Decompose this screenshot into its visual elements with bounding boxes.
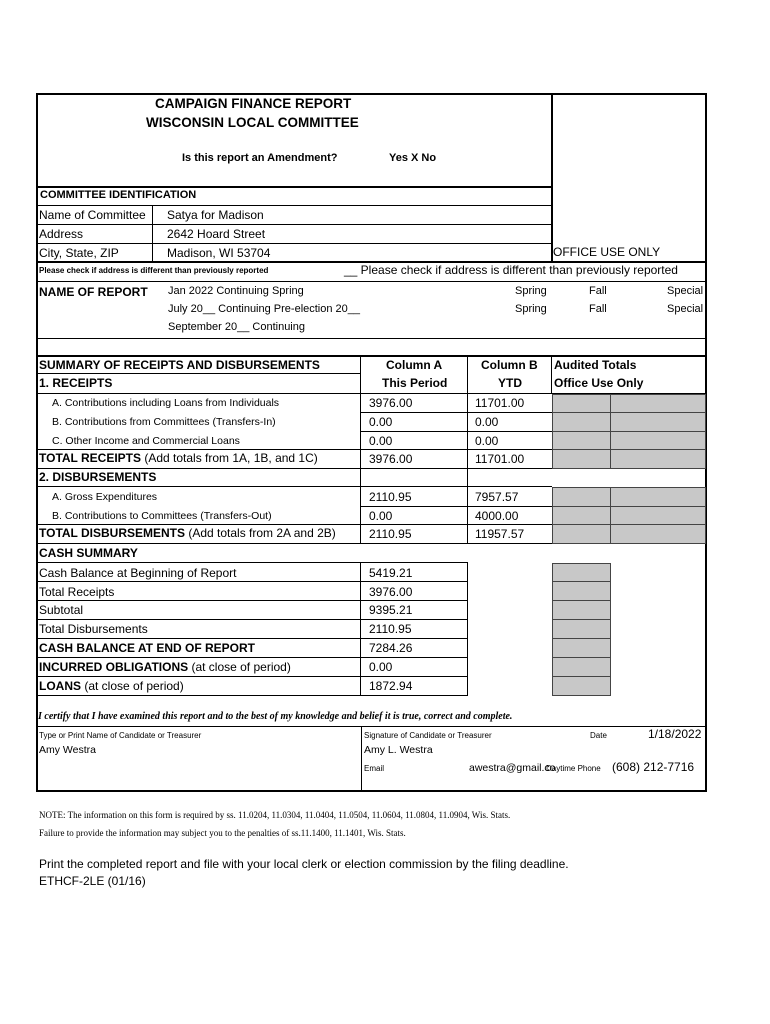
phone-label: Daytime Phone: [546, 764, 601, 773]
footer-penalty: Failure to provide the information may subject you to the penalties of ss.11.1400, 11.1401, Wis. Stats.: [39, 828, 406, 838]
loans-label: LOANS (at close of period): [39, 679, 184, 693]
total-disb-col-a[interactable]: 2110.95: [369, 527, 412, 541]
email-label: Email: [364, 764, 385, 773]
print-name-value[interactable]: Amy Westra: [39, 744, 96, 756]
amendment-question: Is this report an Amendment?: [182, 152, 338, 164]
disb-a-col-a[interactable]: 2110.95: [369, 490, 412, 504]
total-receipts-label: TOTAL RECEIPTS (Add totals from 1A, 1B, and 1C): [39, 451, 318, 465]
total-receipts-col-a[interactable]: 3976.00: [369, 452, 413, 466]
loans-value[interactable]: 1872.94: [369, 679, 413, 693]
report-option-row2[interactable]: July 20__ Continuing Pre-election 20__: [168, 303, 361, 315]
summary-title: SUMMARY OF RECEIPTS AND DISBURSEMENTS: [39, 358, 320, 372]
cash-begin-value[interactable]: 5419.21: [369, 566, 413, 580]
audited-header: Audited Totals: [554, 358, 637, 372]
disb-b-col-a[interactable]: 0.00: [369, 509, 393, 523]
report-option-row1[interactable]: Jan 2022 Continuing Spring: [168, 285, 304, 297]
amendment-answer[interactable]: Yes X No: [389, 152, 437, 164]
col-b-header: Column B: [481, 358, 538, 372]
address-check-option[interactable]: __ Please check if address is different than previously reported: [344, 263, 678, 277]
receipt-c-col-b[interactable]: 0.00: [475, 434, 499, 448]
col-a-header: Column A: [386, 358, 443, 372]
cash-summary-label: CASH SUMMARY: [39, 546, 138, 560]
cash-disb-label: Total Disbursements: [39, 622, 148, 636]
cash-receipts-value[interactable]: 3976.00: [369, 585, 413, 599]
cash-receipts-label: Total Receipts: [39, 585, 115, 599]
certify-statement: I certify that I have examined this report and to the best of my knowledge and belief it is true, correct and complete.: [38, 711, 513, 722]
receipt-b-col-a[interactable]: 0.00: [369, 415, 393, 429]
city-value[interactable]: Madison, WI 53704: [167, 246, 271, 260]
cash-subtotal-value[interactable]: 9395.21: [369, 603, 413, 617]
cash-disb-value[interactable]: 2110.95: [369, 622, 412, 636]
report-option-row3[interactable]: September 20__ Continuing: [168, 321, 305, 333]
city-label: City, State, ZIP: [39, 246, 119, 260]
print-instructions: Print the completed report and file with your local clerk or election commission by the filing deadline.: [39, 857, 569, 871]
special-option-2[interactable]: Special: [667, 303, 704, 315]
disb-a-col-b[interactable]: 7957.57: [475, 490, 519, 504]
email-value[interactable]: awestra@gmail.co: [469, 762, 556, 774]
committee-section-label: COMMITTEE IDENTIFICATION: [40, 189, 197, 201]
disbursements-label: 2. DISBURSEMENTS: [39, 470, 157, 484]
total-receipts-col-b[interactable]: 11701.00: [475, 452, 525, 466]
receipt-c-col-a[interactable]: 0.00: [369, 434, 393, 448]
receipt-b-col-b[interactable]: 0.00: [475, 415, 499, 429]
address-check-label: Please check if address is different than previously reported: [39, 266, 269, 275]
address-value[interactable]: 2642 Hoard Street: [167, 227, 266, 241]
report-subtitle: WISCONSIN LOCAL COMMITTEE: [146, 115, 359, 130]
signature-value[interactable]: Amy L. Westra: [364, 744, 433, 756]
col-b-subheader: YTD: [498, 376, 522, 390]
total-disb-col-b[interactable]: 11957.57: [475, 527, 525, 541]
report-title: CAMPAIGN FINANCE REPORT: [155, 96, 352, 111]
receipt-a-col-a[interactable]: 3976.00: [369, 396, 413, 410]
print-name-label: Type or Print Name of Candidate or Treasurer: [39, 731, 202, 740]
form-id: ETHCF-2LE (01/16): [39, 874, 146, 888]
receipt-a-col-b[interactable]: 11701.00: [475, 396, 525, 410]
total-disbursements-label: TOTAL DISBURSEMENTS (Add totals from 2A and 2B): [39, 526, 336, 540]
fall-option-2[interactable]: Fall: [589, 303, 607, 315]
signature-label: Signature of Candidate or Treasurer: [364, 731, 492, 740]
disb-b-label: B. Contributions to Committees (Transfers-Out): [52, 510, 272, 522]
address-label: Address: [39, 227, 84, 241]
office-use-label: OFFICE USE ONLY: [553, 245, 661, 259]
disb-a-label: A. Gross Expenditures: [52, 491, 158, 503]
receipts-label: 1. RECEIPTS: [39, 376, 113, 390]
cash-begin-label: Cash Balance at Beginning of Report: [39, 566, 237, 580]
col-a-subheader: This Period: [382, 376, 448, 390]
fall-option-1[interactable]: Fall: [589, 285, 607, 297]
disb-b-col-b[interactable]: 4000.00: [475, 509, 519, 523]
receipt-b-label: B. Contributions from Committees (Transfers-In): [52, 416, 276, 428]
incurred-label: INCURRED OBLIGATIONS (at close of period): [39, 660, 291, 674]
cash-end-label: CASH BALANCE AT END OF REPORT: [39, 641, 255, 655]
committee-name-value[interactable]: Satya for Madison: [167, 208, 264, 222]
special-option-1[interactable]: Special: [667, 285, 704, 297]
receipt-c-label: C. Other Income and Commercial Loans: [52, 435, 240, 447]
date-value[interactable]: 1/18/2022: [648, 727, 702, 741]
incurred-value[interactable]: 0.00: [369, 660, 393, 674]
cash-subtotal-label: Subtotal: [39, 603, 84, 617]
spring-option-1[interactable]: Spring: [515, 285, 547, 297]
cash-end-value[interactable]: 7284.26: [369, 641, 413, 655]
audited-subheader: Office Use Only: [554, 376, 644, 390]
footer-note: NOTE: The information on this form is required by ss. 11.0204, 11.0304, 11.0404, 11.0504, 11.0604, 11.0804, 11.0904, Wis. Stats.: [39, 810, 511, 820]
phone-value[interactable]: (608) 212-7716: [612, 760, 695, 774]
spring-option-2[interactable]: Spring: [515, 303, 547, 315]
receipt-a-label: A. Contributions including Loans from Individuals: [52, 397, 280, 409]
report-name-label: NAME OF REPORT: [39, 285, 148, 299]
date-label: Date: [590, 731, 607, 740]
committee-name-label: Name of Committee: [39, 208, 146, 222]
